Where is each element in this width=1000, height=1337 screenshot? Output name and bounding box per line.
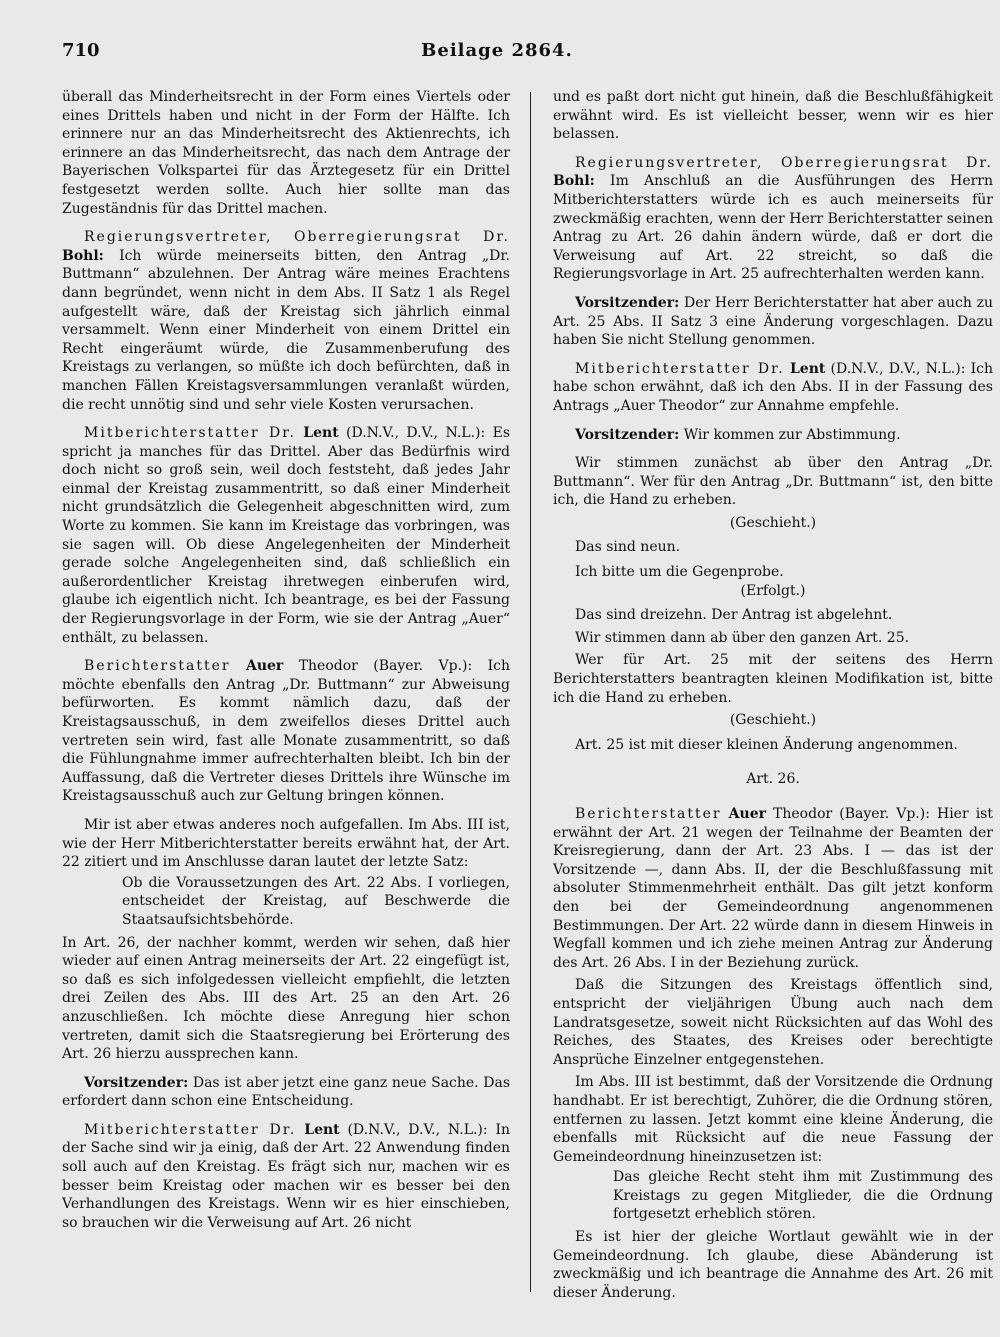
speaker-party: Theodor (Bayer. Vp.): — [298, 658, 473, 675]
paragraph: Wir stimmen dann ab über den ganzen Art. 25. — [575, 629, 910, 646]
procedural-note: (Geschieht.) — [729, 712, 817, 729]
paragraph — [62, 1121, 510, 1233]
speech-text: Ich habe schon erwähnt, daß ich den Abs. II in der Fassung des Antrags „Auer Theodor“ zur Annahme empfehle. — [553, 360, 993, 414]
paragraph — [553, 360, 993, 416]
speaker-role: Mitberichterstatter Dr. — [575, 360, 785, 377]
speaker-role: Berichterstatter — [84, 658, 231, 675]
page-header — [62, 40, 932, 70]
procedural-note: (Erfolgt.) — [740, 582, 806, 599]
speaker-party: (D.N.V., D.V., N.L.): — [347, 1121, 488, 1138]
speaker-name: Auer — [245, 658, 284, 675]
speaker-role: Berichterstatter — [575, 806, 722, 822]
paragraph — [62, 1074, 510, 1111]
paragraph: Wir stimmen zunächst ab über den Antrag „Dr. Buttmann“. Wer für den Antrag „Dr. Buttmann“ ist, den bitte ich, die Hand zu erheben. — [553, 455, 993, 509]
paragraph: Es ist hier der gleiche Wortlaut gewählt wie in der Gemeindeordnung. Ich glaube, diese Abänderung ist zweckmäßig und ich beantrage die Annahme des Art. 26 mit dieser Änderung. — [553, 1229, 993, 1301]
paragraph: Mir ist aber etwas anderes noch aufgefallen. Im Abs. III ist, wie der Herr Mitberichterstatter bereits erwähnt hat, der Art. 22 zitiert und im Anschlusse daran lautet der letzte Satz: — [62, 816, 510, 871]
speaker-role: Regierungsvertreter, Oberregierungsrat Dr. — [575, 154, 993, 171]
speech-text: Es spricht ja manches für das Drittel. Aber das Bedürfnis wird doch nicht so groß sein, weil doch feststeht, daß jedes Jahr einmal der Kreistag zusammentritt, so daß einer Minderheit nicht grundsätzlich die Gelegenheit abgeschnitten wird, zum Worte zu kommen. Sie kann im Kreistage das vorbringen, was sie sagen will. Ob diese Angelegenheiten der Minderheit gerade solche Angelegenheiten sind, daß schließlich ein außerordentlicher Kreistag ihretwegen einberufen wird, glaube ich eigentlich nicht. Ich beantrage, es bei der Fassung der Regierungsvorlage in der Form, wie sie der Antrag „Auer“ enthält, zu belassen. — [62, 425, 510, 646]
speaker-role: Mitberichterstatter Dr. — [84, 1121, 297, 1138]
speaker-name: Auer — [728, 806, 766, 822]
speaker-party: (D.N.V., D.V., N.L.): — [346, 425, 486, 442]
section-heading: Art. 26. — [746, 771, 800, 788]
speech-text: Wir kommen zur Abstimmung. — [683, 426, 901, 443]
paragraph: Daß die Sitzungen des Kreistags öffentlich sind, entspricht der vieljährigen Übung auch nach dem Landratsgesetze, soweit nicht Rücksichten auf das Wohl des Reiches, des Staates, des Kreises oder berechtigte Ansprüche Einzelner entgegenstehen. — [553, 977, 993, 1068]
speaker-party: Theodor (Bayer. Vp.): — [773, 806, 930, 822]
speaker-name: Lent — [304, 1121, 340, 1138]
paragraph — [553, 294, 993, 350]
left-column — [62, 88, 510, 1308]
page-number: 710 — [62, 40, 100, 61]
paragraph — [553, 805, 993, 972]
speaker-name: Bohl: — [62, 247, 104, 264]
procedural-note: (Geschieht.) — [729, 514, 817, 531]
speaker-name: Bohl: — [553, 173, 595, 190]
speech-text: Ich würde meinerseits bitten, den Antrag „Dr. Buttmann“ abzulehnen. Der Antrag wäre meines Erachtens dann begründet, wenn nicht in dem Abs. II Satz 1 als Regel aufgestellt wäre, daß der Kreistag sich jährlich einmal versammelt. Wenn einer Minderheit von einem Drittel ein Recht eingeräumt würde, die Zusammenberufung des Kreistags zu verlangen, so müßte ich doch befürchten, daß in manchen Fällen Kreistagsversammlungen veranlaßt würden, die recht unnötig sind und sehr viele Kosten verursachen. — [62, 247, 510, 413]
paragraph: Das sind neun. — [575, 539, 681, 556]
speaker-name: Lent — [303, 425, 339, 442]
speaker-role: Mitberichterstatter Dr. — [84, 425, 296, 442]
speaker-name: Lent — [789, 360, 826, 377]
paragraph: und es paßt dort nicht gut hinein, daß die Beschlußfähigkeit erwähnt wird. Es ist vielleicht besser, wenn wir es hier belassen. — [553, 89, 993, 143]
speaker-party: (D.N.V., D.V., N.L.): — [830, 360, 966, 377]
speaker-name: Vorsitzender: — [84, 1074, 189, 1091]
paragraph: Das sind dreizehn. Der Antrag ist abgelehnt. — [575, 607, 893, 624]
speech-text: Im Anschluß an die Ausführungen des Herrn Mitberichterstatters würde ich es auch meinerseits für zweckmäßig erachten, wenn der Herr Berichterstatter seinen Antrag zu Art. 26 dahin ändern würde, daß er dort die Verweisung auf Art. 22 streicht, so daß die Regierungsvorlage in Art. 25 aufrechterhalten werden kann. — [553, 173, 993, 283]
speaker-name: Vorsitzender: — [575, 426, 680, 443]
paragraph: überall das Minderheitsrecht in der Form eines Viertels oder eines Drittels haben und nicht in der Form der Hälfte. Ich erinnere nur an das Minderheitsrecht des Aktienrechts, ich erinnere an das Minderheitsrecht, das nach dem Antrage der Bayerischen Volkspartei für das Ärztegesetz für ein Drittel festgesetzt werden sollte. Auch hier sollte man das Zugeständnis für das Drittel machen. — [62, 89, 510, 217]
speaker-name: Vorsitzender: — [575, 294, 680, 311]
speaker-role: Regierungsvertreter, Oberregierungsrat Dr. — [84, 229, 510, 246]
paragraph — [62, 657, 510, 806]
speech-text: Das ist aber jetzt eine ganz neue Sache. Das erfordert dann schon eine Entscheidung. — [62, 1074, 510, 1110]
right-column — [553, 88, 993, 1308]
paragraph — [553, 426, 993, 445]
quotation: Ob die Voraussetzungen des Art. 22 Abs. I vorliegen, entscheidet der Kreistag, auf Beschwerde die Staatsaufsichtsbehörde. — [122, 874, 510, 928]
speech-text: In der Sache sind wir ja einig, daß der Art. 22 Anwendung finden soll auch auf den Kreistag. Es frägt sich nur, machen wir es besser beim Kreistag oder machen wir es besser bei den Verhandlungen des Kreistags. Wenn wir es hier einschieben, so brauchen wir die Verweisung auf Art. 26 nicht — [62, 1121, 510, 1231]
paragraph: Wer für Art. 25 mit der seitens des Herrn Berichterstatters beantragten kleinen Modifikation ist, bitte ich die Hand zu erheben. — [553, 652, 993, 706]
paragraph — [553, 154, 993, 284]
quotation: Das gleiche Recht steht ihm mit Zustimmung des Kreistags zu gegen Mitglieder, die die Ordnung fortgesetzt erheblich stören. — [613, 1169, 993, 1223]
speech-text: Hier ist erwähnt der Art. 21 wegen der Teilnahme der Beamten der Kreisregierung, dann der Art. 23 Abs. I — das ist der Vorsitzende —, dann Abs. II, der die Beschlußfassung mit absoluter Stimmenmehrheit enthält. Das gilt jetzt konform den bei der Gemeindeordnung angenommenen Bestimmungen. Der Art. 22 würde dann in diesem Hinweis in Wegfall kommen und ich ziehe meinen Antrag zur Änderung des Art. 26 Abs. I in der Beziehung zurück. — [553, 806, 993, 971]
paragraph: Ich bitte um die Gegenprobe. — [575, 564, 784, 581]
speech-text: Der Herr Berichterstatter hat aber auch zu Art. 25 Abs. II Satz 3 eine Änderung vorgeschlagen. Dazu haben Sie nicht Stellung genommen. — [553, 294, 993, 349]
paragraph: In Art. 26, der nachher kommt, werden wir sehen, daß hier wieder auf einen Antrag meinerseits der Art. 22 eingefügt ist, so daß es sich infolgedessen vielleicht empfiehlt, die letzten drei Zeilen des Abs. III des Art. 25 an den Art. 26 anzuschließen. Ich möchte diese Anregung hier schon vertreten, damit sich die Staatsregierung bei Erörterung des Art. 26 hierzu aussprechen kann. — [62, 934, 510, 1063]
column-divider — [530, 92, 531, 1292]
paragraph: Im Abs. III ist bestimmt, daß der Vorsitzende die Ordnung handhabt. Er ist berechtigt, Zuhörer, die die Ordnung stören, entfernen zu lassen. Jetzt kommt eine kleine Änderung, die ebenfalls mit Rücksicht auf die neue Fassung der Gemeindeordnung hineinzusetzen ist: — [553, 1074, 993, 1165]
paragraph — [62, 228, 510, 414]
paragraph — [62, 424, 510, 647]
speech-text: Ich möchte ebenfalls den Antrag „Dr. Buttmann“ zur Abweisung befürworten. Es kommt nämlich dazu, daß der Kreistagsausschuß, in dem zweifellos dieses Drittel auch vertreten sein wird, fast alle Monate zusammentritt, so daß die Fühlungnahme immer aufrechterhalten bleibt. Ich bin der Auffassung, daß die Vertreter dieses Drittels ihre Wünsche im Kreistagsausschuß auch zur Geltung bringen können. — [62, 658, 510, 805]
paragraph: Art. 25 ist mit dieser kleinen Änderung angenommen. — [575, 736, 958, 753]
page-title: Beilage 2864. — [421, 40, 573, 61]
